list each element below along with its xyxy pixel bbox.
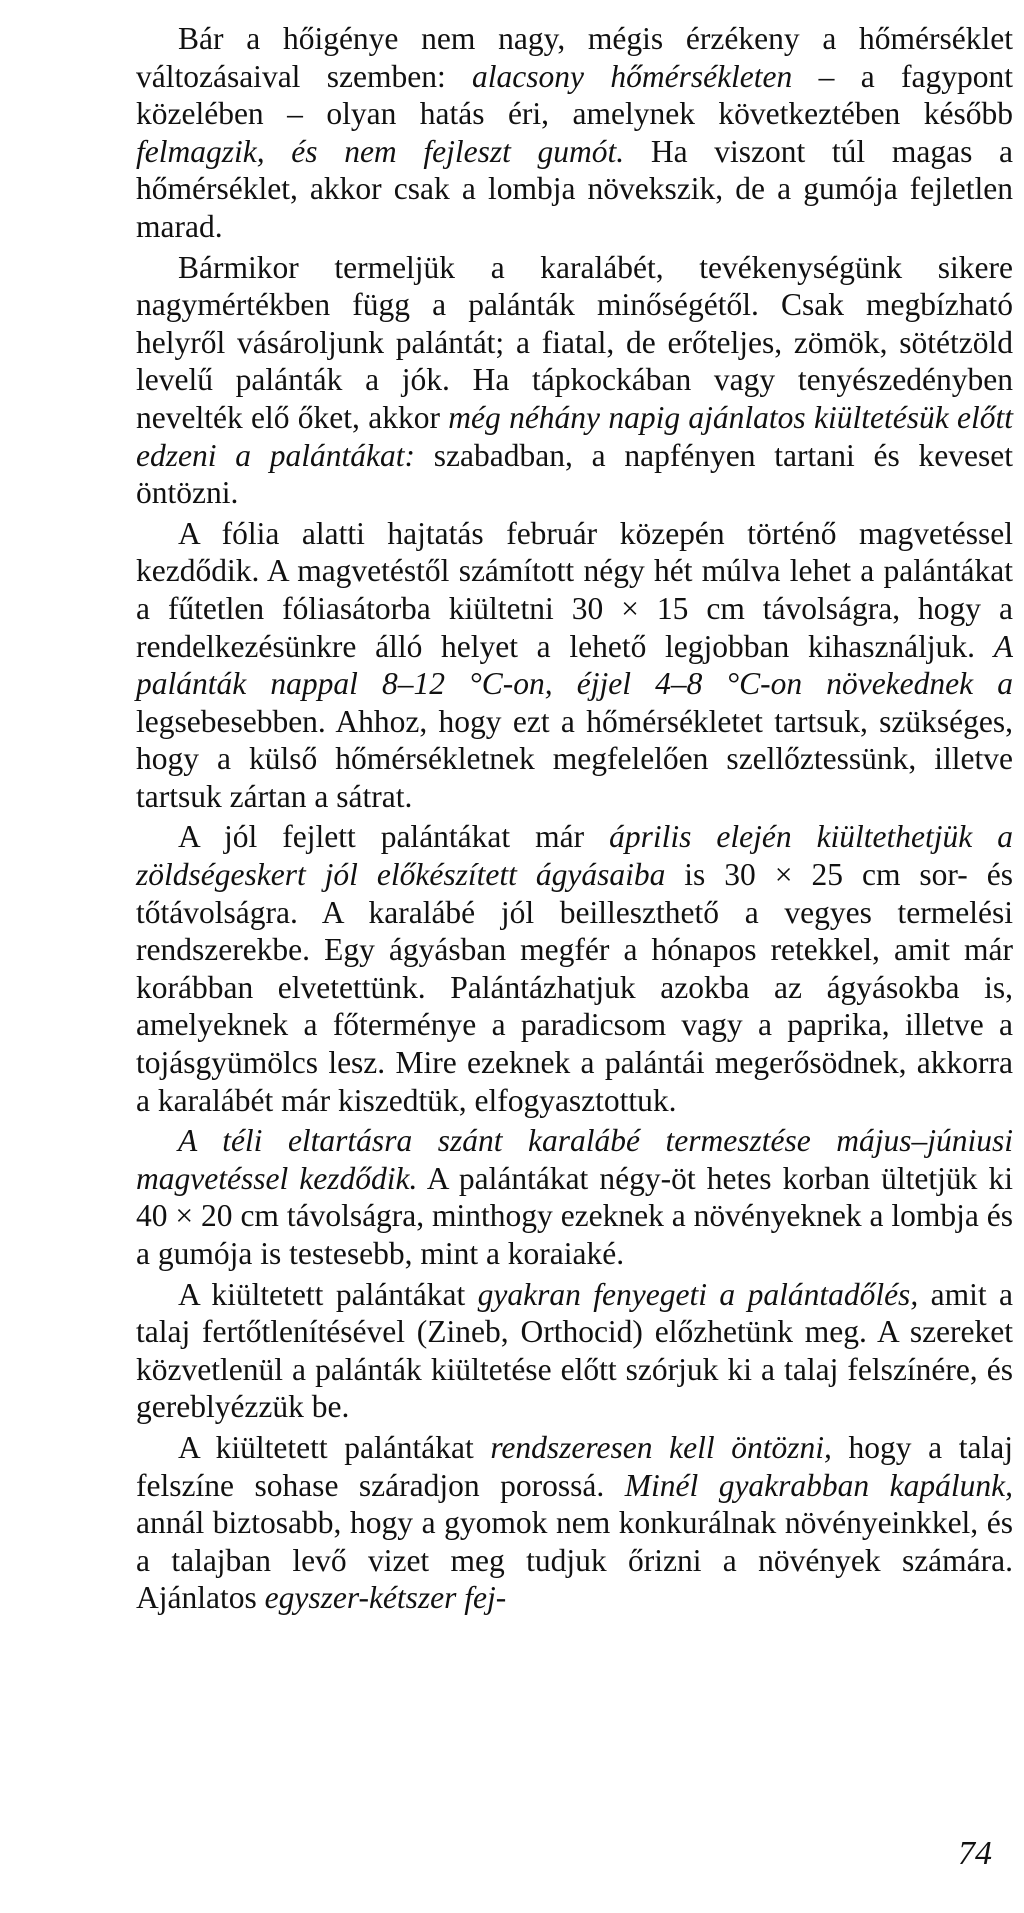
text-run: Ha viszont túl magas a hőmérséklet, akkor csak a lombja növekszik, de a gumója fejletlen marad. <box>136 133 1013 244</box>
paragraph-2 <box>136 249 1013 512</box>
text-run: szabadban, a napfényen tartani és keveset öntözni. <box>136 437 1014 511</box>
paragraph-7 <box>136 1429 1013 1617</box>
text-run: Bármikor termeljük a karalábét, tevékenységünk sikere nagymértékben függ a palánták minőségétől. Csak megbízható helyről vásároljunk palántát; a fiatal, de erőteljes, zömök, sötétzöld levelű palánták a jók. Ha tápkockában vagy tenyészedényben nevelték elő őket, akkor <box>136 249 1013 435</box>
page-body <box>136 20 1013 1620</box>
italic-text-run: Minél gyakrabban kapálunk, <box>624 1467 1013 1503</box>
paragraph-6 <box>136 1276 1013 1426</box>
italic-text-run: rendszeresen kell öntözni, <box>490 1429 832 1465</box>
text-run: amit a talaj fertőtlenítésével (Zineb, Orthocid) előzhetünk meg. A szereket közvetlenül a palánták kiültetése előtt szórjuk ki a talaj felszínére, és gereblyézzük be. <box>136 1276 1014 1425</box>
text-run: A jól fejlett palántákat már <box>178 819 610 855</box>
text-run: is 30 × 25 cm sor- és tőtávolságra. A karalábé jól beilleszthető a vegyes termelési rendszerekbe. Egy ágyásban megfér a hónapos retekkel, amit már korábban elvetettünk. Palántázhatjuk azokba az ágyásokba is, amelyeknek a főterménye a paradicsom vagy a paprika, illetve a tojásgyümölcs lesz. Mire ezeknek a palántái megerősödnek, akkorra a karalábét már kiszedtük, elfogyasztottuk. <box>136 857 1013 1118</box>
paragraph-3 <box>136 515 1013 816</box>
paragraph-4 <box>136 818 1013 1119</box>
text-run: A fólia alatti hajtatás február közepén történő magvetéssel kezdődik. A magvetéstől számított négy hét múlva lehet a palántákat a fűtetlen fóliasátorba kiültetni 30 × 15 cm távolságra, hogy a rendelkezésünkre álló helyet a lehető legjobban kihasználjuk. <box>136 515 1013 664</box>
text-run: A palántákat négy-öt hetes korban ültetjük ki 40 × 20 cm távolságra, minthogy ezeknek a növényeknek a lombja és a gumója is testesebb, mint a koraiaké. <box>136 1160 1014 1271</box>
italic-text-run: A téli eltartásra szánt karalábé termesztése május–júniusi magvetéssel kezdődik. <box>136 1123 1013 1196</box>
paragraph-1 <box>136 20 1013 246</box>
italic-text-run: április elején kiültethetjük a zöldségeskert jól előkészített ágyásaiba <box>136 819 1013 893</box>
page-number: 74 <box>958 1835 992 1872</box>
italic-text-run: alacsony hőmérsékleten <box>472 58 793 94</box>
text-run: A kiültetett palántákat <box>178 1429 491 1465</box>
text-run: A kiültetett palántákat <box>178 1276 478 1312</box>
italic-text-run: még néhány napig ajánlatos kiültetésük előtt edzeni a palántákat: <box>136 399 1013 473</box>
text-run: annál biztosabb, hogy a gyomok nem konkurálnak növényeinkkel, és a talajban levő vizet meg tudjuk őrizni a növények számára. Ajánlatos <box>136 1505 1013 1616</box>
text-run: legsebesebben. Ahhoz, hogy ezt a hőmérsékletet tartsuk, szükséges, hogy a külső hőmérsékletnek megfelelően szellőztessünk, illetve tartsuk zártan a sátrat. <box>136 703 1013 814</box>
text-run: Bár a hőigénye nem nagy, mégis érzékeny a hőmérséklet változásaival szemben: <box>136 21 1013 94</box>
italic-text-run: A palánták nappal 8–12 °C-on, éjjel 4–8 °C-on növekednek a <box>136 628 1013 702</box>
italic-text-run: gyakran fenyegeti a palántadőlés, <box>477 1276 919 1312</box>
text-run: – a fagypont közelében – olyan hatás éri, amelynek következtében később <box>136 58 1013 132</box>
paragraph-5 <box>136 1122 1013 1272</box>
italic-text-run: egyszer-kétszer fej- <box>264 1580 507 1616</box>
italic-text-run: felmagzik, és nem fejleszt gumót. <box>136 133 625 169</box>
text-run: hogy a talaj felszíne sohase száradjon porossá. <box>136 1429 1014 1503</box>
